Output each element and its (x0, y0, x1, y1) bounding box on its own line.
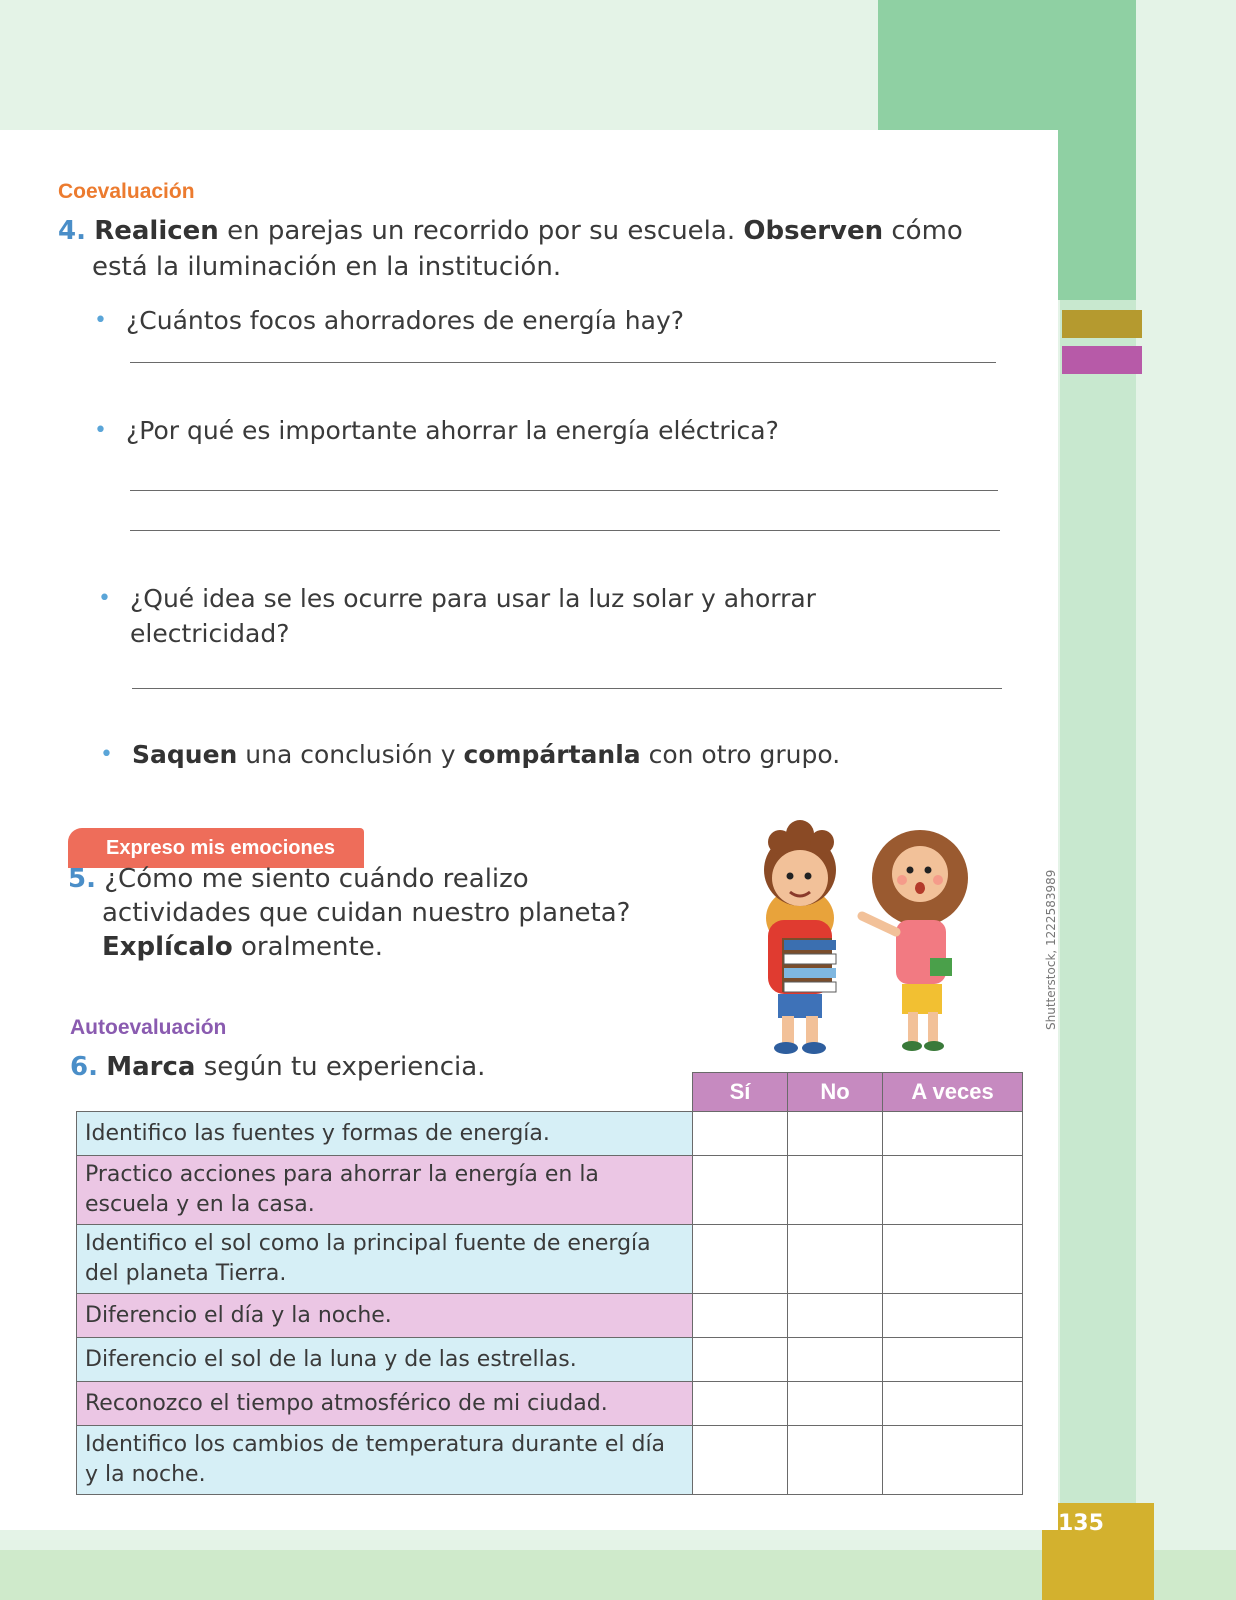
page-number: 135 (1058, 1511, 1104, 1536)
bullet-focos-text: ¿Cuántos focos ahorradores de energía hay? (126, 306, 685, 335)
bullet-verb-saquen: Saquen (132, 740, 238, 769)
checkbox-cell-si[interactable] (693, 1156, 788, 1225)
question-4-text-end: cómo (883, 216, 963, 246)
children-illustration (730, 808, 990, 1058)
girl-figure (862, 830, 968, 1051)
bullet-importante (94, 414, 779, 447)
checkbox-cell-si[interactable] (693, 1112, 788, 1156)
table-row (77, 1382, 1023, 1426)
checkbox-cell-no[interactable] (788, 1156, 883, 1225)
statement-cell: Identifico las fuentes y formas de energía. (77, 1112, 693, 1156)
bullet-conclusion-end: con otro grupo. (640, 740, 841, 769)
question-4-text: en parejas un recorrido por su escuela. (218, 216, 744, 246)
question-5-verb: Explícalo (102, 932, 233, 962)
checkbox-cell-no[interactable] (788, 1426, 883, 1495)
table-row (77, 1294, 1023, 1338)
table-row (77, 1225, 1023, 1294)
checkbox-cell-no[interactable] (788, 1112, 883, 1156)
question-5 (68, 862, 529, 896)
bullet-dot: • (94, 308, 107, 333)
table-row (77, 1426, 1023, 1495)
statement-cell: Practico acciones para ahorrar la energía en la escuela y en la casa. (77, 1156, 693, 1225)
bullet-conclusion (100, 738, 841, 771)
answer-line-3[interactable] (130, 530, 1000, 531)
bullet-luz-solar (98, 582, 816, 615)
boy-figure (764, 820, 836, 1054)
answer-line-2[interactable] (130, 490, 998, 491)
question-5-line-3 (102, 930, 383, 964)
question-4-verb-observen: Observen (743, 216, 884, 246)
checkbox-cell-no[interactable] (788, 1225, 883, 1294)
question-4-verb-realicen: Realicen (94, 216, 219, 246)
bullet-conclusion-text: una conclusión y (237, 740, 464, 769)
bullet-luz-solar-text: ¿Qué idea se les ocurre para usar la luz solar y ahorrar (130, 584, 816, 613)
checkbox-cell-si[interactable] (693, 1225, 788, 1294)
question-4-number: 4. (58, 216, 86, 246)
question-5-line-1: ¿Cómo me siento cuándo realizo (104, 864, 529, 894)
answer-line-4[interactable] (132, 688, 1002, 689)
question-5-number: 5. (68, 864, 96, 894)
decorative-band-pink (1062, 346, 1142, 374)
checkbox-cell-si[interactable] (693, 1338, 788, 1382)
statement-cell: Reconozco el tiempo atmosférico de mi ciudad. (77, 1382, 693, 1426)
checkbox-cell-no[interactable] (788, 1294, 883, 1338)
bullet-luz-solar-line-2: electricidad? (130, 619, 290, 648)
table-row (77, 1112, 1023, 1156)
emociones-tab-label: Expreso mis emociones (106, 837, 335, 859)
header-a-veces: A veces (883, 1073, 1023, 1112)
autoevaluacion-heading: Autoevaluación (70, 1016, 227, 1039)
table-row (77, 1338, 1023, 1382)
question-6-verb: Marca (106, 1052, 196, 1082)
checkbox-cell-a-veces[interactable] (883, 1112, 1023, 1156)
checkbox-cell-si[interactable] (693, 1382, 788, 1426)
checkbox-cell-a-veces[interactable] (883, 1426, 1023, 1495)
checkbox-cell-a-veces[interactable] (883, 1294, 1023, 1338)
bullet-dot: • (98, 586, 111, 611)
checkbox-cell-si[interactable] (693, 1294, 788, 1338)
page-number-box (1042, 1503, 1154, 1600)
decorative-band-olive (1062, 310, 1142, 338)
checkbox-cell-no[interactable] (788, 1382, 883, 1426)
checkbox-cell-a-veces[interactable] (883, 1225, 1023, 1294)
self-assessment-table (76, 1072, 1023, 1495)
statement-cell: Identifico los cambios de temperatura durante el día y la noche. (77, 1426, 693, 1495)
question-6-number: 6. (70, 1052, 98, 1082)
background-right-margin (1060, 300, 1136, 1510)
statement-cell: Identifico el sol como la principal fuente de energía del planeta Tierra. (77, 1225, 693, 1294)
checkbox-cell-a-veces[interactable] (883, 1338, 1023, 1382)
bullet-verb-compartanla: compártanla (463, 740, 641, 769)
header-si: Sí (693, 1073, 788, 1112)
question-5-end: oralmente. (232, 932, 383, 962)
answer-line-1[interactable] (130, 362, 996, 363)
question-5-line-2: actividades que cuidan nuestro planeta? (102, 898, 631, 928)
bullet-dot: • (94, 418, 107, 443)
checkbox-cell-no[interactable] (788, 1338, 883, 1382)
bullet-importante-text: ¿Por qué es importante ahorrar la energía eléctrica? (126, 416, 779, 445)
coevaluacion-heading: Coevaluación (58, 180, 195, 203)
statement-cell: Diferencio el día y la noche. (77, 1294, 693, 1338)
table-header-blank (77, 1073, 693, 1112)
table-row (77, 1156, 1023, 1225)
bullet-focos (94, 304, 685, 337)
checkbox-cell-a-veces[interactable] (883, 1156, 1023, 1225)
question-6-end: según tu experiencia. (195, 1052, 486, 1082)
checkbox-cell-si[interactable] (693, 1426, 788, 1495)
photo-credit: Shutterstock, 1222583989 (1044, 869, 1058, 1030)
bullet-dot: • (100, 742, 113, 767)
question-4 (58, 214, 998, 248)
header-no: No (788, 1073, 883, 1112)
question-4-line-2: está la iluminación en la institución. (92, 252, 562, 282)
checkbox-cell-a-veces[interactable] (883, 1382, 1023, 1426)
statement-cell: Diferencio el sol de la luna y de las estrellas. (77, 1338, 693, 1382)
table-header-row (77, 1073, 1023, 1112)
